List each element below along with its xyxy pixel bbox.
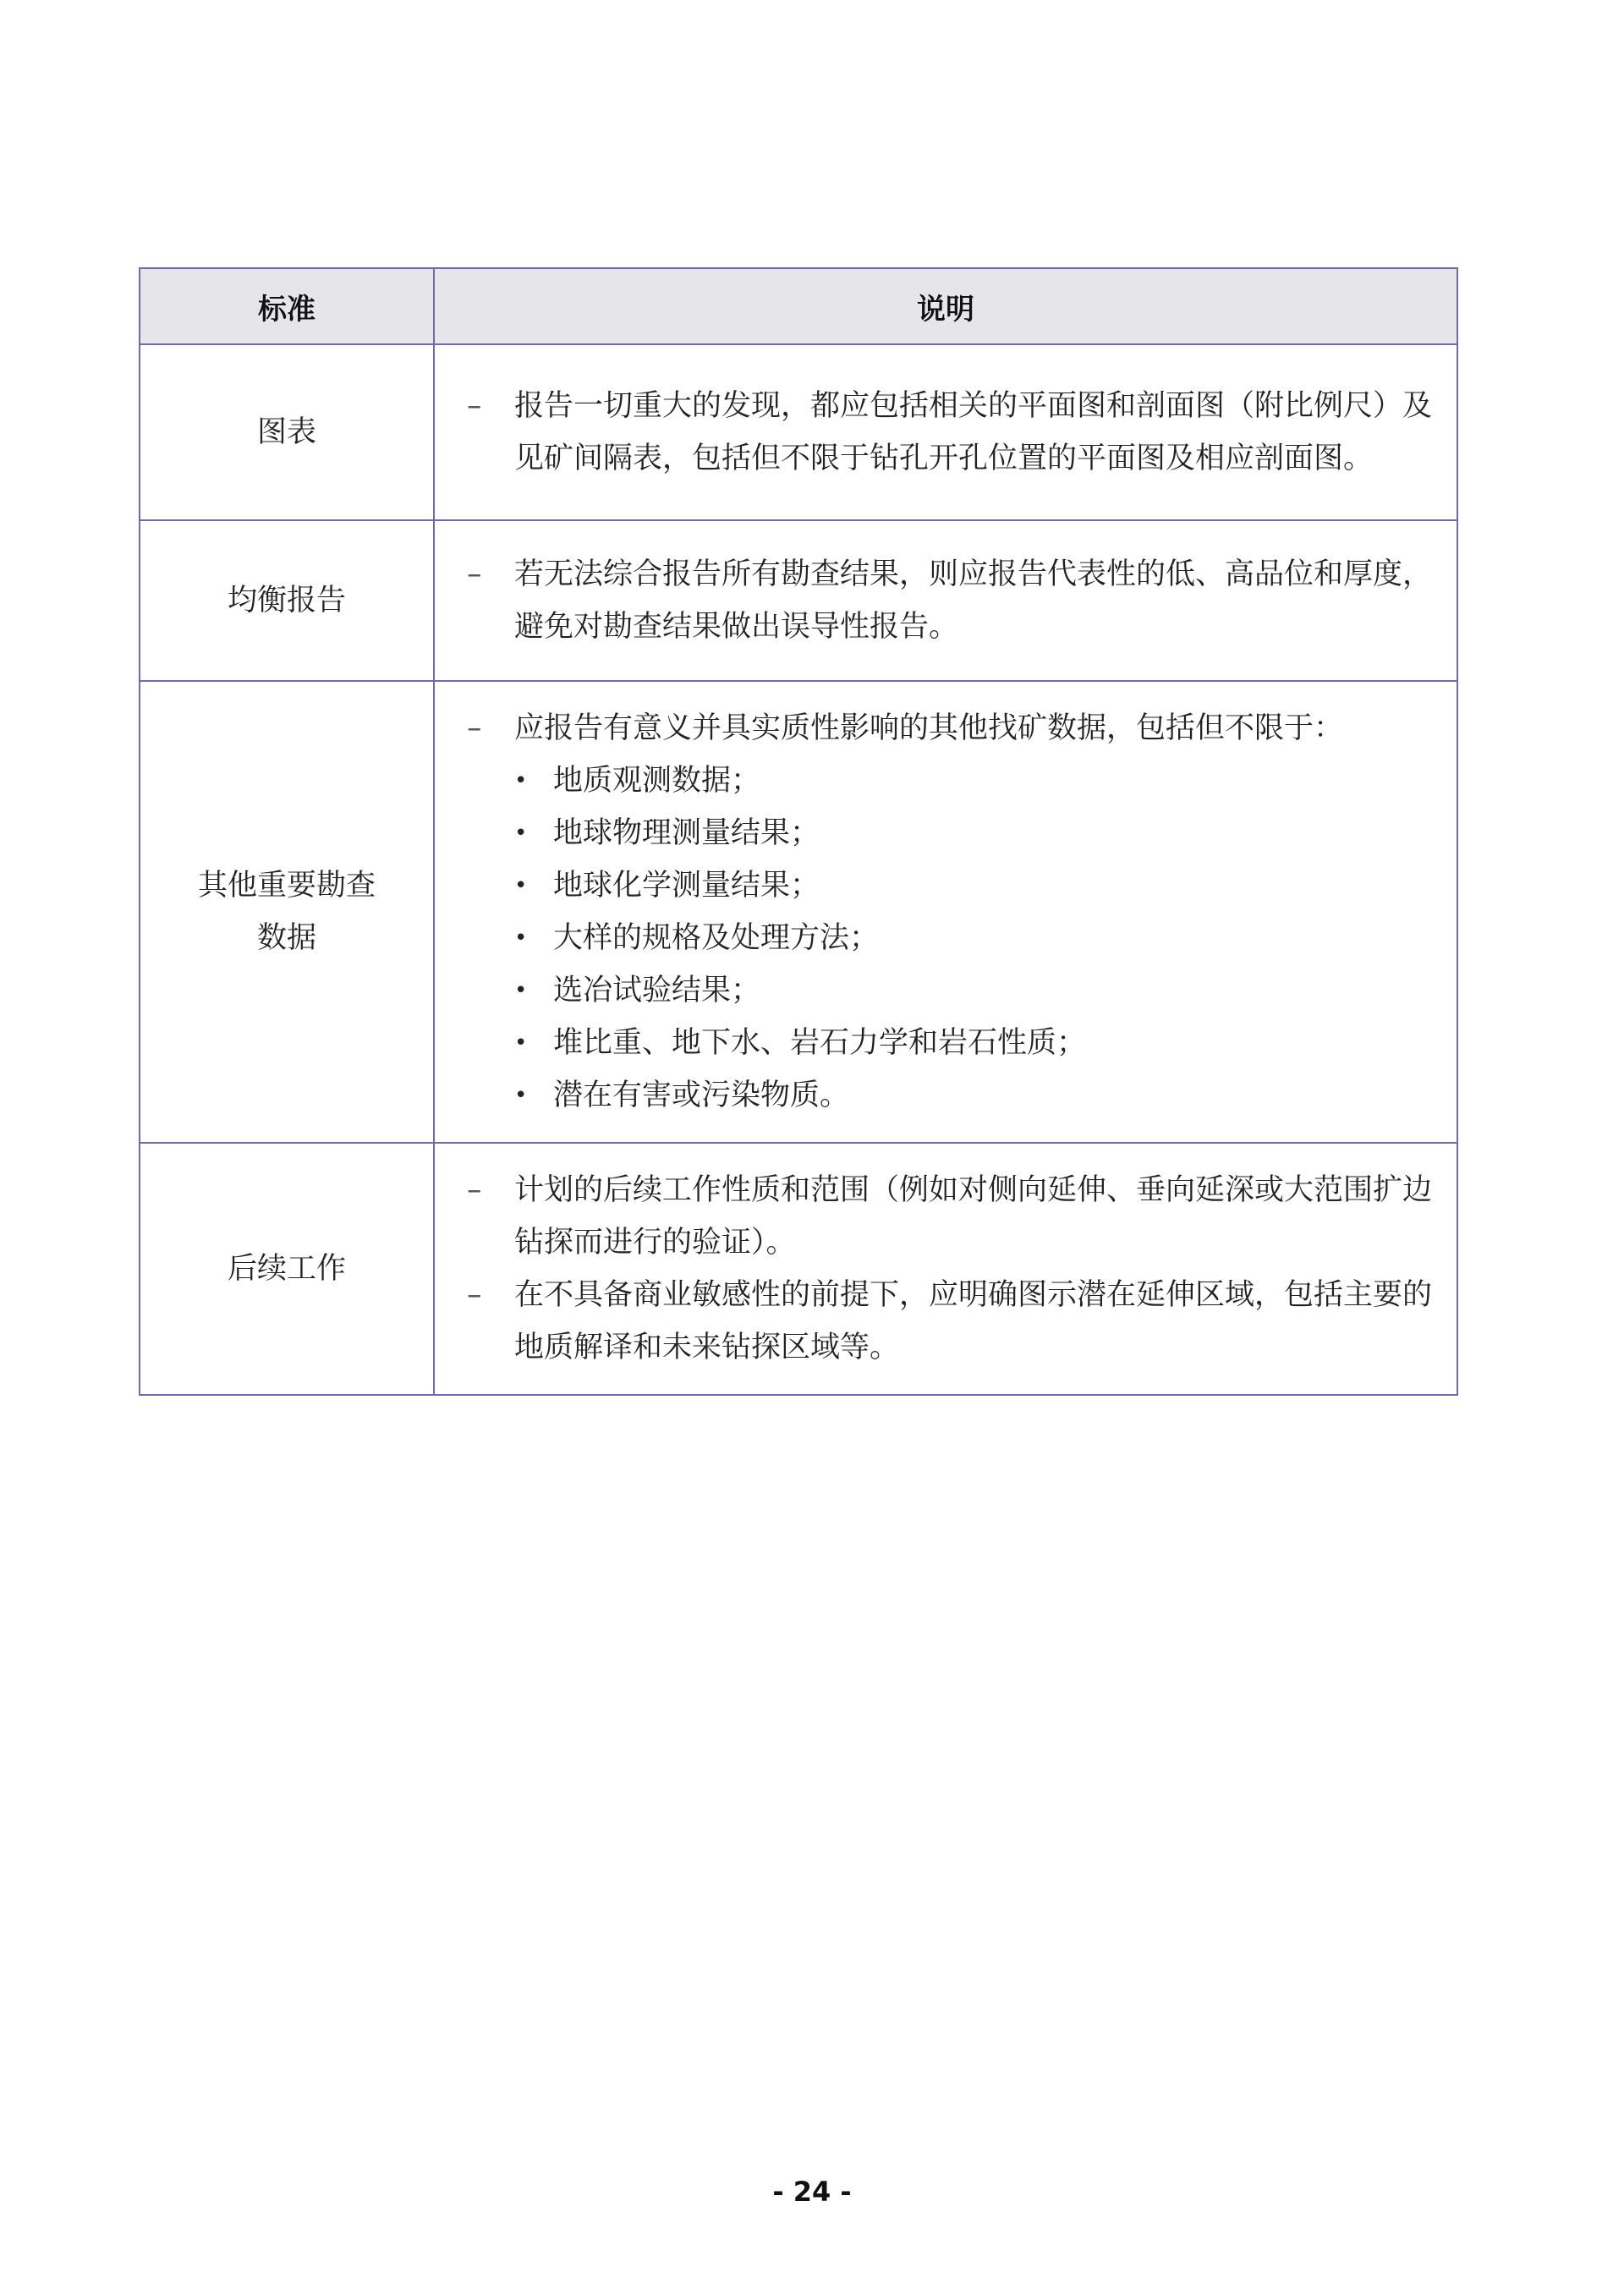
bullet-icon: • [514,768,528,793]
row-description [434,1143,1457,1395]
table-header-row [140,268,1457,344]
bullet-icon: • [514,873,528,898]
dash-icon: – [467,1278,482,1312]
dash-icon: – [467,711,482,745]
bullet-icon: • [514,925,528,951]
bullet-list [467,755,1438,1122]
bullet-icon: • [514,978,528,1003]
dash-icon: – [467,389,482,423]
dash-icon: – [467,557,482,591]
item-text: 计划的后续工作性质和范围（例如对侧向延伸、垂向延深或大范围扩边钻探而进行的验证）。 [514,1173,1433,1260]
bullet-icon: • [514,821,528,846]
bullet-text: 堆比重、地下水、岩石力学和岩石性质； [553,1026,1087,1060]
bullet-text: 地球物理测量结果； [553,816,820,850]
bullet-text: 选冶试验结果； [553,974,761,1007]
dash-icon: – [467,1173,482,1207]
item-text: 在不具备商业敏感性的前提下，应明确图示潜在延伸区域，包括主要的地质解译和未来钻探区域等。 [514,1278,1433,1364]
item-text: 报告一切重大的发现，都应包括相关的平面图和剖面图（附比例尺）及见矿间隔表，包括但不限于钻孔开孔位置的平面图及相应剖面图。 [514,389,1433,475]
row-description [434,681,1457,1143]
item-text: 应报告有意义并具实质性影响的其他找矿数据，包括但不限于： [514,711,1344,745]
bullet-item [514,964,1438,1017]
list-item [467,1164,1438,1269]
bullet-text: 大样的规格及处理方法； [553,921,880,955]
bullet-icon: • [514,1030,528,1056]
table-row [140,1143,1457,1395]
row-description [434,344,1457,520]
bullet-item [514,807,1438,859]
row-criterion: 其他重要勘查数据 [140,681,434,1143]
bullet-icon: • [514,1083,528,1108]
list-item [467,1269,1438,1374]
table-row [140,520,1457,681]
row-description [434,520,1457,681]
criteria-table [139,267,1458,1396]
bullet-item [514,755,1438,807]
list-item [467,380,1438,485]
bullet-item [514,912,1438,964]
bullet-text: 潜在有害或污染物质。 [553,1079,850,1112]
list-item [467,702,1438,755]
row-criterion: 均衡报告 [140,520,434,681]
list-item [467,548,1438,653]
bullet-text: 地球化学测量结果； [553,869,820,903]
bullet-item [514,1069,1438,1122]
row-criterion: 后续工作 [140,1143,434,1395]
header-criterion: 标准 [140,268,434,344]
item-text: 若无法综合报告所有勘查结果，则应报告代表性的低、高品位和厚度，避免对勘查结果做出误导性报告。 [514,557,1433,644]
header-description: 说明 [434,268,1457,344]
bullet-text: 地质观测数据； [553,764,761,798]
row-criterion: 图表 [140,344,434,520]
page-number: - 24 - [772,2176,852,2208]
bullet-item [514,1017,1438,1069]
table-row [140,344,1457,520]
table-row [140,681,1457,1143]
bullet-item [514,859,1438,912]
